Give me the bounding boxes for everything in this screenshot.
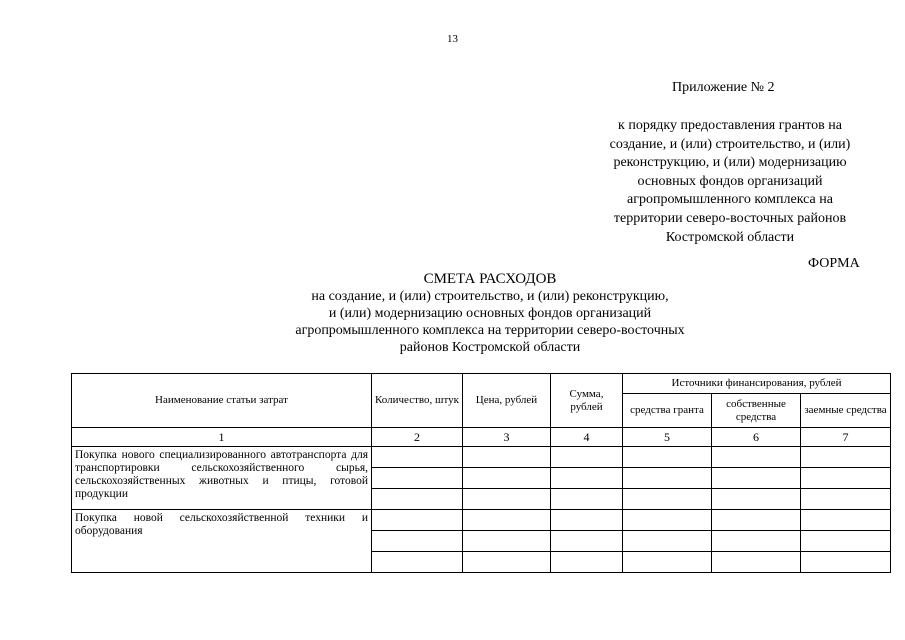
table-cell[interactable] (551, 447, 623, 468)
appendix-line: к порядку предоставления грантов на (618, 118, 842, 133)
table-cell[interactable] (372, 552, 463, 573)
appendix-line: агропромышленного комплекса на (627, 192, 833, 208)
table-cell[interactable] (463, 531, 551, 552)
table-cell[interactable] (463, 447, 551, 468)
table-cell[interactable] (712, 447, 801, 468)
table-cell[interactable] (372, 531, 463, 552)
table-cell[interactable] (551, 531, 623, 552)
document-subtitle-line: на создание, и (или) строительство, и (или) реконструкцию, (311, 289, 669, 304)
header-price: Цена, рублей (463, 374, 551, 428)
cost-item-name: Покупка нового специализированного автотранспорта для транспортировки сельскохозяйственного сырья, сельскохозяйственных животных и птицы, готовой продукции (72, 447, 372, 510)
appendix-line: основных фондов организаций (637, 173, 823, 189)
header-sum: Сумма, рублей (551, 374, 623, 428)
table-cell[interactable] (623, 489, 712, 510)
table-cell[interactable] (712, 531, 801, 552)
table-cell[interactable] (372, 489, 463, 510)
table-cell[interactable] (372, 447, 463, 468)
form-label: ФОРМА (808, 256, 860, 271)
table-cell[interactable] (463, 552, 551, 573)
table-cell[interactable] (712, 489, 801, 510)
column-number: 6 (712, 428, 801, 447)
table-cell[interactable] (801, 552, 891, 573)
table-cell[interactable] (712, 510, 801, 531)
document-subtitle-line: агропромышленного комплекса на территории северо-восточных (295, 323, 685, 338)
column-number: 4 (551, 428, 623, 447)
appendix-line: Костромской области (665, 229, 795, 245)
header-grant: средства гранта (623, 394, 712, 428)
document-subtitle-line: и (или) модернизацию основных фондов организаций (328, 306, 652, 321)
table-cell[interactable] (801, 510, 891, 531)
table-cell[interactable] (463, 489, 551, 510)
column-number: 3 (463, 428, 551, 447)
table-cell[interactable] (551, 552, 623, 573)
appendix-line: создание, и (или) строительство, и (или) (609, 136, 851, 152)
table-cell[interactable] (623, 531, 712, 552)
appendix-line: реконструкцию, и (или) модернизацию (613, 155, 847, 171)
document-title: СМЕТА РАСХОДОВ (423, 271, 557, 287)
table-cell[interactable] (372, 510, 463, 531)
header-funding-sources: Источники финансирования, рублей (623, 374, 891, 394)
table-cell[interactable] (623, 510, 712, 531)
table-cell[interactable] (551, 468, 623, 489)
header-borrowed: заемные средства (801, 394, 891, 428)
header-name: Наименование статьи затрат (72, 374, 372, 428)
column-number: 1 (72, 428, 372, 447)
page-number: 13 (447, 33, 458, 45)
header-quantity: Количество, штук (372, 374, 463, 428)
table-cell[interactable] (801, 468, 891, 489)
appendix-title: Приложение № 2 (672, 80, 775, 95)
header-own: собственные средства (712, 394, 801, 428)
appendix-description (585, 117, 875, 247)
cost-item-name: Покупка новой сельскохозяйственной техники и оборудования (72, 510, 372, 573)
table-cell[interactable] (551, 489, 623, 510)
estimate-table (71, 373, 891, 573)
table-cell[interactable] (623, 447, 712, 468)
table-cell[interactable] (801, 489, 891, 510)
table-cell[interactable] (801, 447, 891, 468)
document-subtitle-line: районов Костромской области (399, 340, 581, 355)
table-cell[interactable] (623, 552, 712, 573)
column-number: 5 (623, 428, 712, 447)
table-cell[interactable] (623, 468, 712, 489)
table-cell[interactable] (801, 531, 891, 552)
table-cell[interactable] (463, 510, 551, 531)
document-title-block (230, 271, 750, 356)
column-number: 7 (801, 428, 891, 447)
appendix-line: территории северо-восточных районов (613, 210, 847, 226)
table-cell[interactable] (372, 468, 463, 489)
column-number: 2 (372, 428, 463, 447)
table-cell[interactable] (463, 468, 551, 489)
table-cell[interactable] (551, 510, 623, 531)
table-cell[interactable] (712, 552, 801, 573)
table-cell[interactable] (712, 468, 801, 489)
